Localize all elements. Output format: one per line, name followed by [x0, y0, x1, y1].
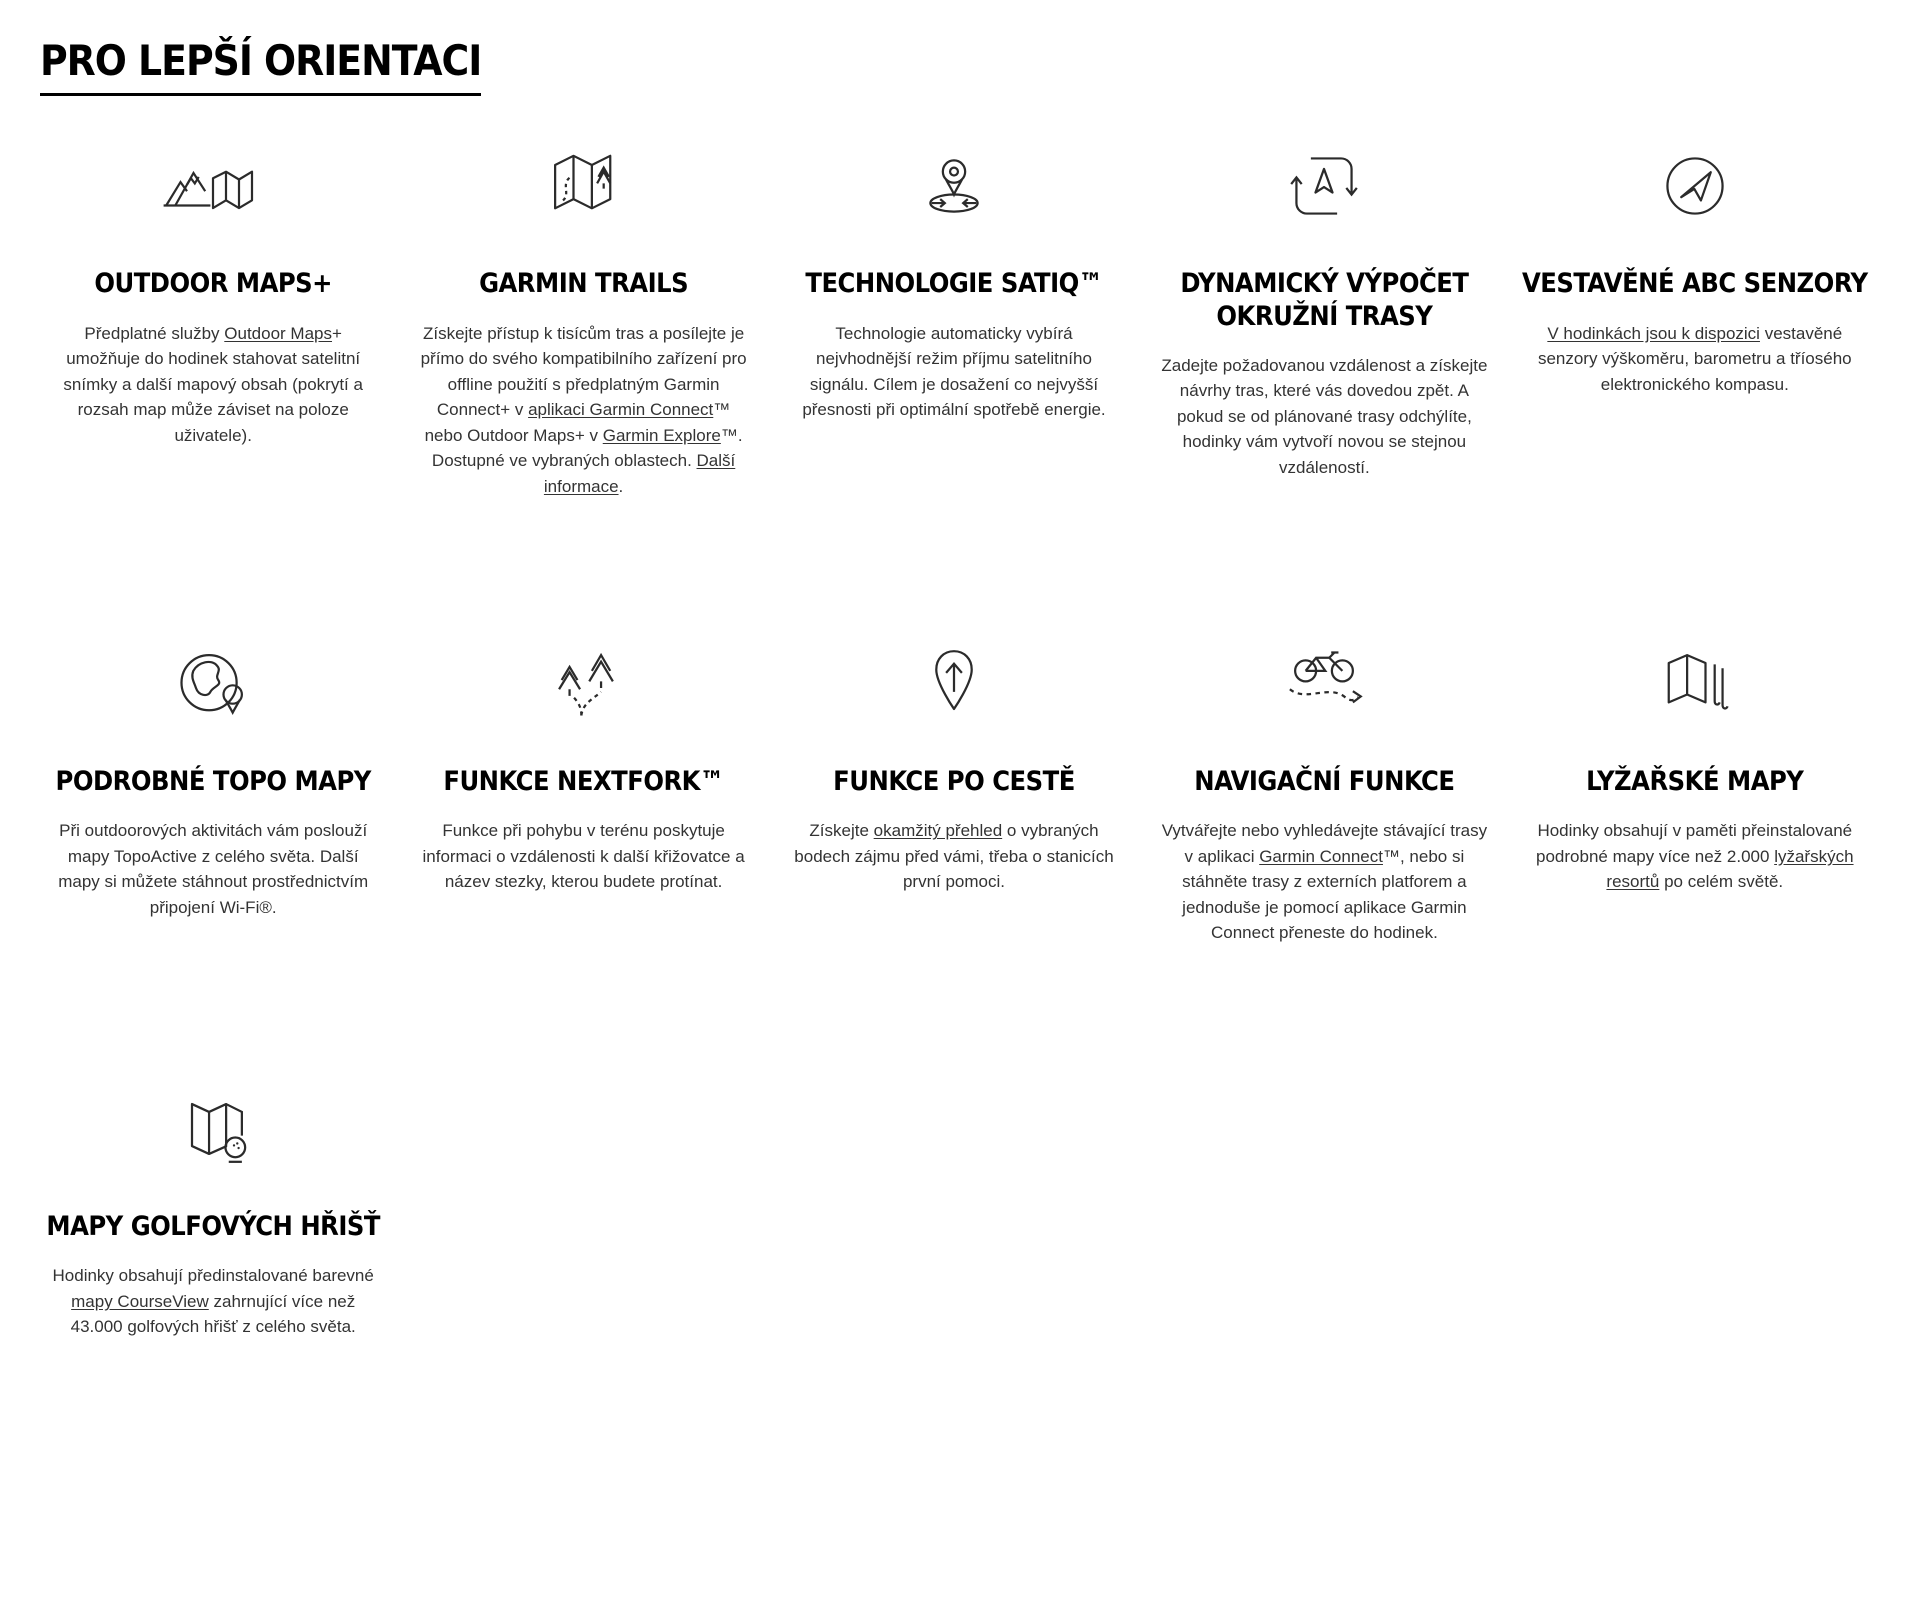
feature-card-abc-sensors — [1522, 138, 1868, 397]
feature-title: LYŽAŘSKÉ MAPY — [1586, 766, 1804, 798]
feature-card-satiq — [781, 138, 1127, 422]
text-link[interactable]: aplikaci Garmin Connect — [528, 400, 714, 420]
ski-map-icon — [1522, 636, 1868, 732]
golf-map-icon — [40, 1081, 386, 1177]
feature-description: V hodinkách jsou k dispozici vestavěné senzory výškoměru, barometru a tříosého elektronického kompasu. — [1537, 323, 1852, 394]
feature-title: GARMIN TRAILS — [479, 268, 689, 300]
feature-description: Technologie automaticky vybírá nejvhodnější režim příjmu satelitního signálu. Cílem je dosažení co nejvyšší přesnosti při optimální spotřebě energie. — [802, 323, 1106, 420]
feature-card-ski-maps — [1522, 636, 1868, 895]
feature-card-nextfork — [410, 636, 756, 895]
feature-card-garmin-trails — [410, 138, 756, 499]
feature-card-navigation — [1151, 636, 1497, 946]
satellite-pin-icon — [781, 138, 1127, 234]
page-title: PRO LEPŠÍ ORIENTACI — [40, 38, 481, 96]
feature-title: NAVIGAČNÍ FUNKCE — [1194, 766, 1455, 798]
feature-title: VESTAVĚNÉ ABC SENZORY — [1521, 268, 1868, 300]
text-link[interactable]: mapy CourseView — [71, 1291, 209, 1311]
text-link[interactable]: V hodinkách jsou k dispozici — [1547, 323, 1760, 343]
text-link[interactable]: Garmin Explore — [602, 425, 721, 445]
text-link[interactable]: Garmin Connect — [1259, 846, 1383, 866]
feature-title: TECHNOLOGIE SATIQ™ — [805, 268, 1103, 300]
feature-card-up-ahead — [781, 636, 1127, 895]
compass-arrow-icon — [1522, 138, 1868, 234]
forest-fork-icon — [410, 636, 756, 732]
feature-description: Získejte přístup k tisícům tras a posílejte je přímo do svého kompatibilního zařízení pro offline použití s předplatným Garmin Connect+ v aplikaci Garmin Connect™ nebo Outdoor Maps+ v Garmin Explore™. Dostupné ve vybraných oblastech. Další informace. — [420, 323, 747, 496]
globe-pin-icon — [40, 636, 386, 732]
bike-route-icon — [1151, 636, 1497, 732]
feature-card-golf-maps — [40, 1081, 386, 1340]
features-row-3 — [40, 1081, 1868, 1340]
trail-map-icon — [410, 138, 756, 234]
mountains-map-icon — [40, 138, 386, 234]
features-row-2 — [40, 636, 1868, 946]
feature-title: DYNAMICKÝ VÝPOČET OKRUŽNÍ TRASY — [1180, 268, 1469, 332]
feature-description: Při outdoorových aktivitách vám poslouží mapy TopoActive z celého světa. Další mapy si můžete stáhnout prostřednictvím připojení Wi-Fi®. — [58, 821, 369, 917]
feature-description: Předplatné služby Outdoor Maps+ umožňuje do hodinek stahovat satelitní snímky a další mapový obsah (pokrytí a rozsah map může záviset na poloze uživatele). — [63, 323, 363, 445]
features-row-1 — [40, 138, 1868, 499]
feature-title: PODROBNÉ TOPO MAPY — [55, 766, 371, 798]
feature-description: Hodinky obsahují předinstalované barevné mapy CourseView zahrnující více než 43.000 golfových hřišť z celého světa. — [52, 1266, 374, 1337]
feature-description: Zadejte požadovanou vzdálenost a získejte návrhy tras, které vás dovedou zpět. A pokud se od plánované trasy odchýlíte, hodinky vám vytvoří novou se stejnou vzdáleností. — [1161, 355, 1488, 477]
feature-description: Funkce při pohybu v terénu poskytuje informaci o vzdálenosti k další křižovatce a název stezky, kterou budete protínat. — [422, 821, 745, 892]
feature-description: Hodinky obsahují v paměti přeinstalované podrobné mapy více než 2.000 lyžařských resortů po celém světě. — [1536, 821, 1854, 892]
feature-card-outdoor-maps — [40, 138, 386, 448]
feature-description: Získejte okamžitý přehled o vybraných bodech zájmu před vámi, třeba o stanicích první pomoci. — [794, 821, 1114, 892]
feature-title: OUTDOOR MAPS+ — [94, 268, 333, 300]
feature-title: FUNKCE NEXTFORK™ — [443, 766, 724, 798]
feature-card-round-trip — [1151, 138, 1497, 480]
pin-up-arrow-icon — [781, 636, 1127, 732]
round-trip-arrows-icon — [1151, 138, 1497, 234]
feature-title: FUNKCE PO CESTĚ — [833, 766, 1075, 798]
text-link[interactable]: Další informace — [543, 451, 736, 496]
feature-description: Vytvářejte nebo vyhledávejte stávající trasy v aplikaci Garmin Connect™, nebo si stáhněte trasy z externích platforem a jednoduše je pomocí aplikace Garmin Connect přeneste do hodinek. — [1161, 821, 1488, 943]
text-link[interactable]: Outdoor Maps — [224, 323, 333, 343]
text-link[interactable]: okamžitý přehled — [873, 821, 1003, 841]
text-link[interactable]: lyžařských resortů — [1606, 846, 1854, 892]
feature-title: MAPY GOLFOVÝCH HŘIŠŤ — [46, 1210, 380, 1242]
feature-card-topo-maps — [40, 636, 386, 920]
